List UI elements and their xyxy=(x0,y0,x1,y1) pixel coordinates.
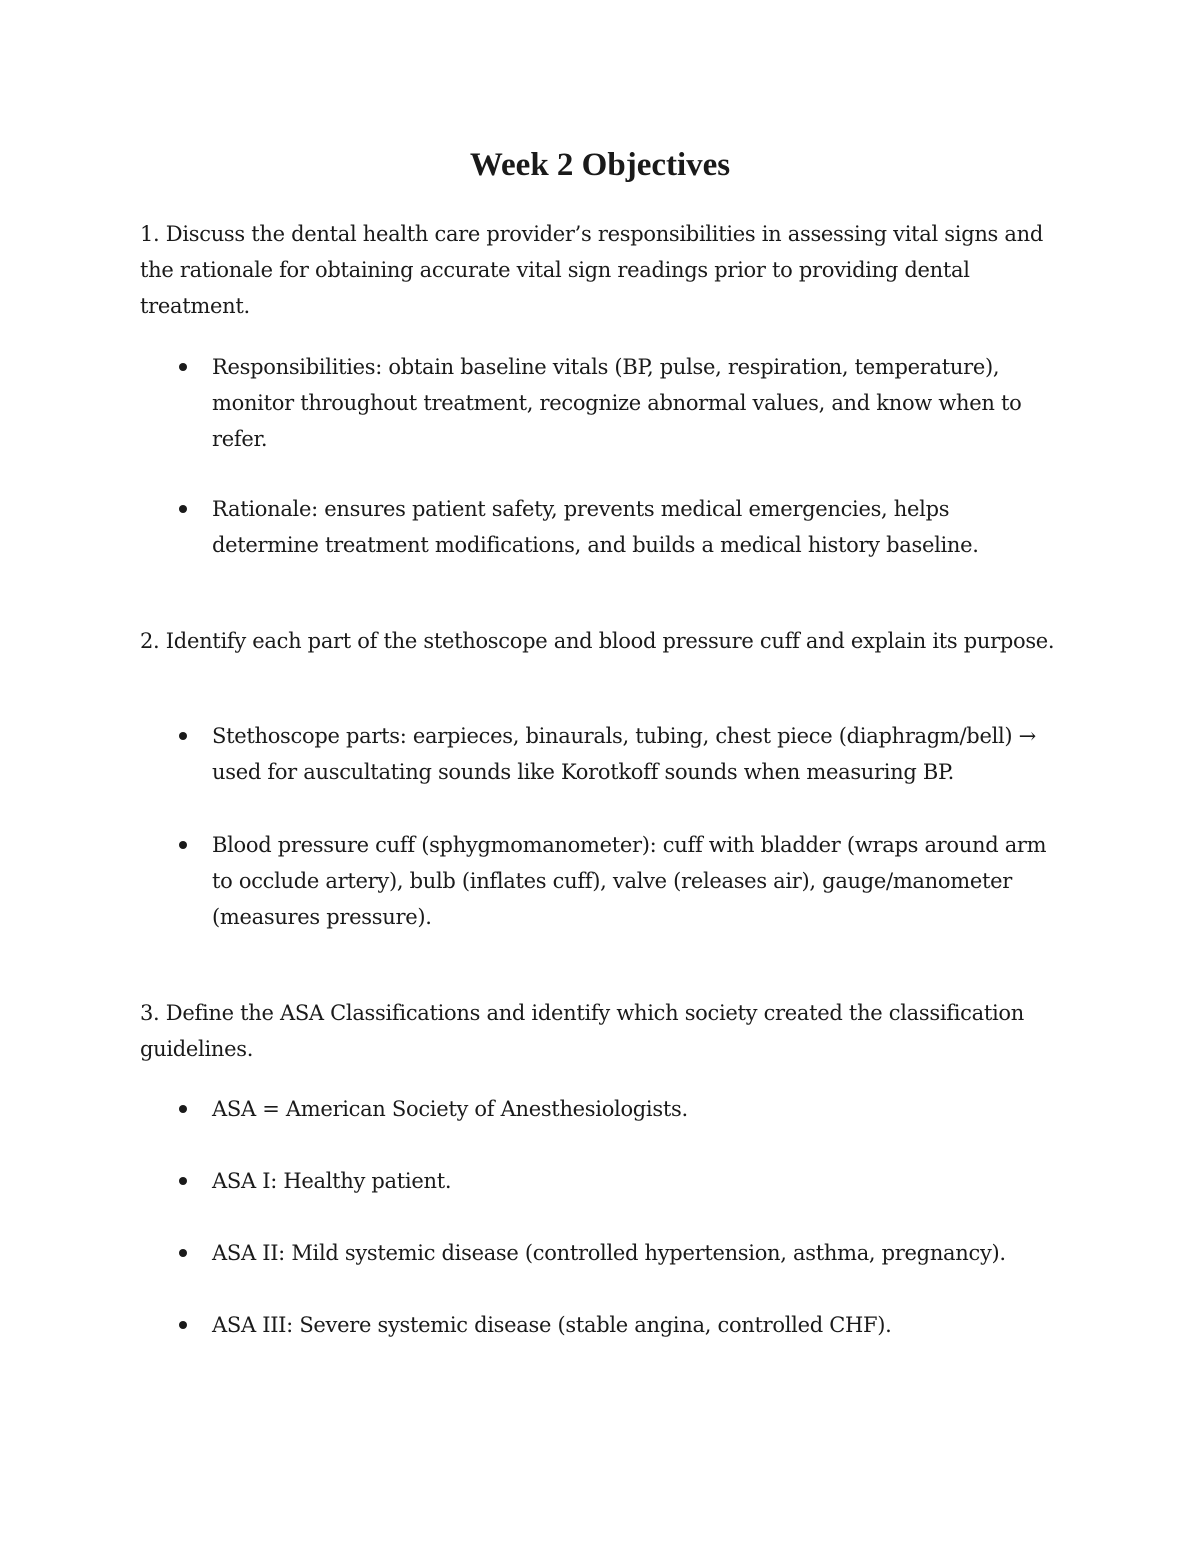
bullet-text: Stethoscope parts: earpieces, binaurals, tubing, chest piece (diaphragm/bell) → used for auscultating sounds like Korotkoff sounds when measuring BP. xyxy=(212,724,1036,784)
bullet-dot-icon xyxy=(179,505,187,513)
bullet-dot-icon xyxy=(179,1321,187,1329)
bullet-dot-icon xyxy=(179,1105,187,1113)
bullet-dot-icon xyxy=(179,363,187,371)
bullet-dot-icon xyxy=(179,1177,187,1185)
objective-2-text: 2. Identify each part of the stethoscope and blood pressure cuff and explain its purpose. xyxy=(140,629,1055,653)
bullet-dot-icon xyxy=(179,1249,187,1257)
objective-3-text: 3. Define the ASA Classifications and identify which society created the classification guidelines. xyxy=(140,1001,1024,1061)
bullet-dot-icon xyxy=(179,732,187,740)
bullet-text: ASA II: Mild systemic disease (controlled hypertension, asthma, pregnancy). xyxy=(212,1241,1006,1265)
bullet-text: Blood pressure cuff (sphygmomanometer): cuff with bladder (wraps around arm to occlude artery), bulb (inflates cuff), valve (releases air), gauge/manometer (measures pressure). xyxy=(212,833,1047,929)
page-title: Week 2 Objectives xyxy=(469,147,731,183)
objective-1-text: 1. Discuss the dental health care provider’s responsibilities in assessing vital signs and the rationale for obtaining accurate vital sign readings prior to providing dental treatment. xyxy=(140,222,1043,318)
bullet-text: ASA III: Severe systemic disease (stable angina, controlled CHF). xyxy=(212,1313,892,1337)
bullet-text: Rationale: ensures patient safety, prevents medical emergencies, helps determine treatment modifications, and builds a medical history baseline. xyxy=(212,497,979,557)
bullet-text: ASA = American Society of Anesthesiologists. xyxy=(212,1097,688,1121)
bullet-text: ASA I: Healthy patient. xyxy=(212,1169,452,1193)
bullet-text: Responsibilities: obtain baseline vitals (BP, pulse, respiration, temperature), monitor throughout treatment, recognize abnormal values, and know when to refer. xyxy=(212,355,1022,451)
bullet-dot-icon xyxy=(179,841,187,849)
